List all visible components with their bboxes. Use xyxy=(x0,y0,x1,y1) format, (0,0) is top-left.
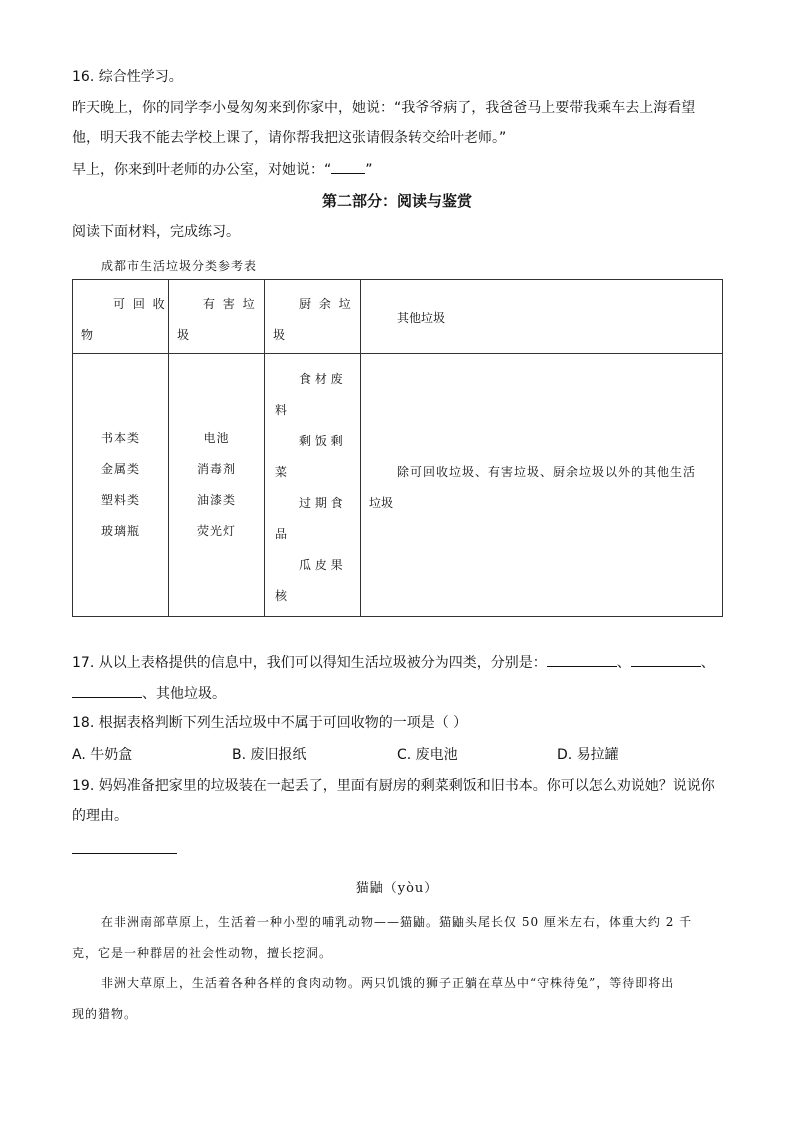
kitchen-item: 过 期 食 xyxy=(299,496,343,510)
kitchen-item: 剩 饭 剩 xyxy=(299,434,343,448)
q18-option-d[interactable]: D. 易拉罐 xyxy=(557,747,619,763)
header-kitchen: 厨 余 垃 圾 xyxy=(265,280,361,354)
q16-line3-after: ” xyxy=(365,162,373,178)
q17-blank-3[interactable] xyxy=(72,683,142,698)
q16-line3-before: 早上，你来到叶老师的办公室，对她说：“ xyxy=(72,162,332,178)
q18-option-c[interactable]: C. 废电池 xyxy=(397,747,458,763)
kitchen-item: 食 材 废 xyxy=(299,372,343,386)
q19-line2: 的理由。 xyxy=(72,808,128,824)
hazardous-item: 消毒剂 xyxy=(196,462,236,476)
hazardous-items xyxy=(169,354,265,617)
kitchen-item: 瓜 皮 果 xyxy=(299,558,343,572)
other-items: 除可回收垃圾、有害垃圾、厨余垃圾以外的其他生活 垃圾 xyxy=(361,354,723,617)
kitchen-item: 菜 xyxy=(275,465,288,479)
kitchen-items xyxy=(265,354,361,617)
q19-answer-line[interactable] xyxy=(72,853,177,854)
passage-title: 猫鼬（yòu） xyxy=(355,881,439,896)
hazardous-item: 荧光灯 xyxy=(196,524,236,538)
q17-blank-1[interactable] xyxy=(547,652,617,667)
recyclable-item: 书本类 xyxy=(100,431,140,445)
kitchen-item: 品 xyxy=(275,527,288,541)
header-hazardous: 有 害 垃 圾 xyxy=(169,280,265,354)
passage-p2-line2: 现的猎物。 xyxy=(72,1007,138,1021)
q18-option-a[interactable]: A. 牛奶盒 xyxy=(72,747,133,763)
recyclable-items xyxy=(73,354,169,617)
part2-instruction: 阅读下面材料，完成练习。 xyxy=(72,224,240,240)
table-body-row xyxy=(73,354,723,617)
q17-line1: 17. 从以上表格提供的信息中，我们可以得知生活垃圾被分为四类，分别是： 、 、 xyxy=(72,652,715,673)
passage-p1-line2: 克，它是一种群居的社会性动物，擅长挖洞。 xyxy=(72,946,333,960)
passage-p2-line1: 非洲大草原上，生活着各种各样的食肉动物。两只饥饿的狮子正躺在草丛中“守株待兔”，等待即将出 xyxy=(101,976,675,990)
q16-line2: 他，明天我不能去学校上课了，请你帮我把这张请假条转交给叶老师。” xyxy=(72,130,507,146)
q16-line1: 昨天晚上，你的同学李小曼匆匆来到你家中，她说：“我爷爷病了，我爸爸马上要带我乘车去上海看望 xyxy=(72,100,696,116)
q18-text: 18. 根据表格判断下列生活垃圾中不属于可回收物的一项是（ ） xyxy=(72,715,468,731)
hazardous-item: 电池 xyxy=(203,431,230,445)
q16-answer-blank[interactable] xyxy=(331,159,365,174)
hazardous-item: 油漆类 xyxy=(196,493,236,507)
recyclable-item: 金属类 xyxy=(100,462,140,476)
header-recyclable: 可 回 收 物 xyxy=(73,280,169,354)
recyclable-item: 塑料类 xyxy=(100,493,140,507)
header-other: 其他垃圾 xyxy=(361,280,723,354)
kitchen-item: 核 xyxy=(275,589,288,603)
q16-title: 16. 综合性学习。 xyxy=(72,69,183,85)
q19-line1: 19. 妈妈准备把家里的垃圾装在一起丢了，里面有厨房的剩菜剩饭和旧书本。你可以怎么劝说她？说说你 xyxy=(72,778,715,794)
garbage-classification-table xyxy=(72,279,723,617)
table-header-row xyxy=(73,280,723,354)
recyclable-item: 玻璃瓶 xyxy=(100,524,140,538)
table-caption: 成都市生活垃圾分类参考表 xyxy=(101,259,258,273)
q17-blank-2[interactable] xyxy=(631,652,701,667)
passage-p1-line1: 在非洲南部草原上，生活着一种小型的哺乳动物——猫鼬。猫鼬头尾长仅 50 厘米左右，体重大约 2 千 xyxy=(101,915,693,929)
q18-option-b[interactable]: B. 废旧报纸 xyxy=(232,747,307,763)
q16-line3 xyxy=(72,159,373,180)
q17-line2: 、其他垃圾。 xyxy=(72,683,226,704)
kitchen-item: 料 xyxy=(275,403,288,417)
part2-heading: 第二部分：阅读与鉴赏 xyxy=(321,192,472,210)
